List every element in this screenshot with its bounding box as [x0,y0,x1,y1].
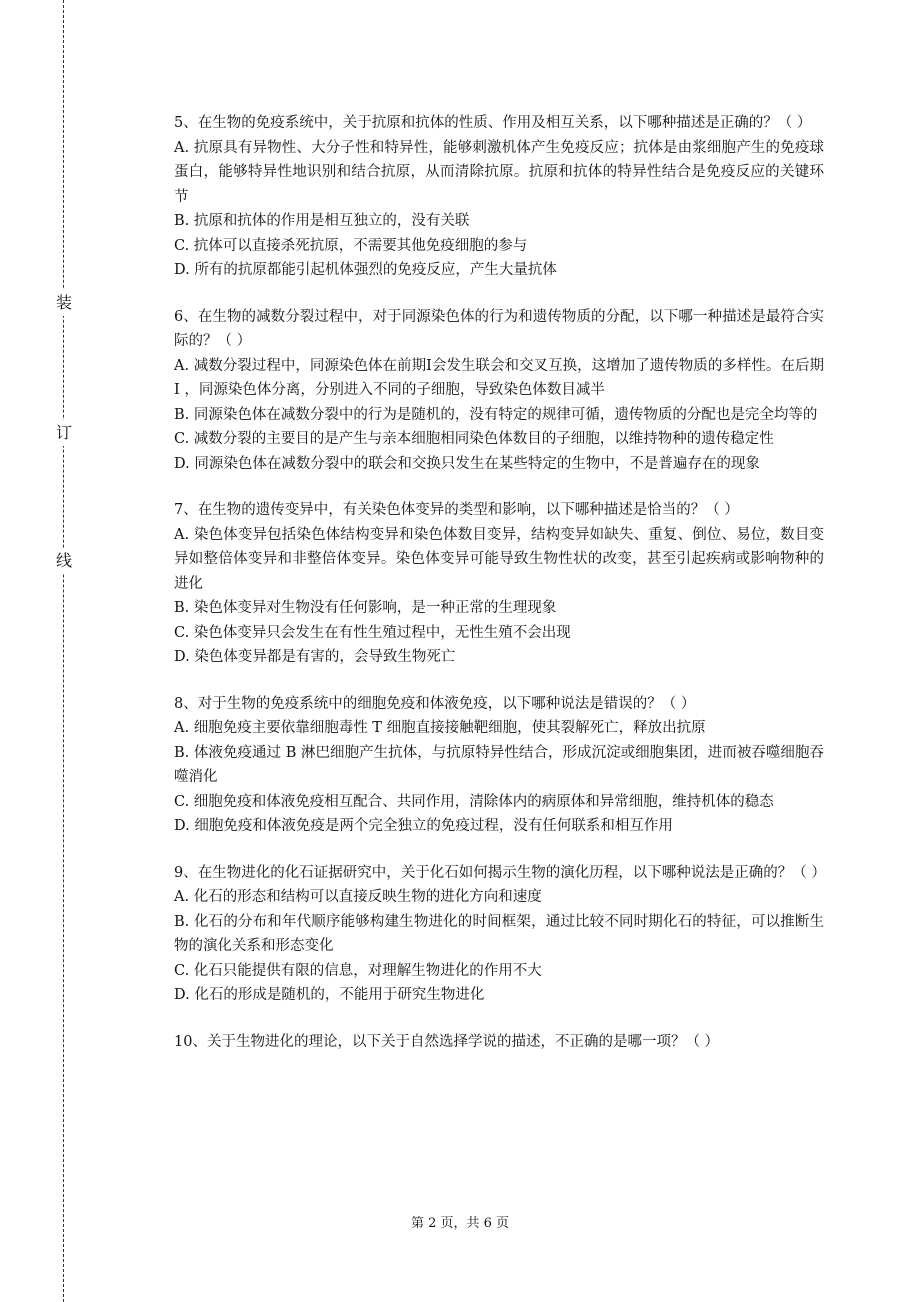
option-d: D. 所有的抗原都能引起机体强烈的免疫反应，产生大量抗体 [174,262,557,278]
option-d: D. 细胞免疫和体液免疫是两个完全独立的免疫过程，没有任何联系和相互作用 [174,818,673,834]
option-b: B. 抗原和抗体的作用是相互独立的，没有关联 [174,213,470,229]
question-list [174,111,824,1076]
option-a: A. 染色体变异包括染色体结构变异和染色体数目变异，结构变异如缺失、重复、倒位、易位，数目变异如整倍体变异和非整倍体变异。染色体变异可能导致生物性状的改变，甚至引起疾病或影响物种的进化 [174,526,824,592]
question-7 [174,498,824,670]
option-a: A. 减数分裂过程中，同源染色体在前期Ⅰ会发生联会和交叉互换，这增加了遗传物质的多样性。在后期 Ⅰ ，同源染色体分离，分别进入不同的子细胞，导致染色体数目减半 [174,357,824,398]
question-stem: 6、在生物的减数分裂过程中，对于同源染色体的行为和遗传物质的分配，以下哪一种描述是最符合实际的？（ ） [174,308,824,349]
page-footer: 第 2 页，共 6 页 [410,1216,510,1231]
binding-char-zhuang: 装 [55,290,73,316]
option-a: A. 抗原具有异物性、大分子性和特异性，能够刺激机体产生免疫反应；抗体是由浆细胞产生的免疫球蛋白，能够特异性地识别和结合抗原，从而清除抗原。抗原和抗体的特异性结合是免疫反应的关键环节 [174,139,824,205]
question-stem: 9、在生物进化的化石证据研究中，关于化石如何揭示生物的演化历程，以下哪种说法是正确的？（ ） [174,864,826,881]
option-a: A. 化石的形态和结构可以直接反映生物的进化方向和速度 [174,889,542,905]
question-5 [174,111,824,283]
question-8 [174,692,824,839]
question-6 [174,305,824,477]
question-stem: 10、关于生物进化的理论，以下关于自然选择学说的描述，不正确的是哪一项？（ ） [174,1033,720,1050]
option-c: C. 染色体变异只会发生在有性生殖过程中，无性生殖不会出现 [174,624,571,641]
question-stem: 7、在生物的遗传变异中，有关染色体变异的类型和影响，以下哪种描述是恰当的？（ ） [174,502,739,518]
question-9 [174,861,824,1008]
option-a: A. 细胞免疫主要依靠细胞毒性 T 细胞直接接触靶细胞，使其裂解死亡，释放出抗原 [174,720,706,736]
option-b: B. 化石的分布和年代顺序能够构建生物进化的时间框架，通过比较不同时期化石的特征，可以推断生物的演化关系和形态变化 [174,913,824,954]
option-c: C. 抗体可以直接杀死抗原，不需要其他免疫细胞的参与 [174,237,528,254]
option-b: B. 同源染色体在减数分裂中的行为是随机的，没有特定的规律可循，遗传物质的分配也是完全均等的 [174,406,818,423]
option-b: B. 染色体变异对生物没有任何影响，是一种正常的生理现象 [174,600,557,616]
option-c: C. 减数分裂的主要目的是产生与亲本细胞相同染色体数目的子细胞，以维持物种的遗传稳定性 [174,431,774,447]
option-d: D. 染色体变异都是有害的，会导致生物死亡 [174,649,456,665]
question-10 [174,1030,824,1055]
option-c: C. 细胞免疫和体液免疫相互配合、共同作用，清除体内的病原体和异常细胞，维持机体的稳态 [174,793,774,810]
option-d: D. 同源染色体在减数分裂中的联会和交换只发生在某些特定的生物中，不是普遍存在的现象 [174,455,760,472]
option-b: B. 体液免疫通过 B 淋巴细胞产生抗体，与抗原特异性结合，形成沉淀或细胞集团，进而被吞噬细胞吞噬消化 [174,744,824,785]
option-d: D. 化石的形成是随机的，不能用于研究生物进化 [174,987,485,1003]
question-stem: 5、在生物的免疫系统中，关于抗原和抗体的性质、作用及相互关系，以下哪种描述是正确的？（ ） [174,115,812,131]
binding-char-xian: 线 [55,548,73,574]
binding-dashed-line [63,0,64,1302]
binding-char-ding: 订 [55,420,73,446]
option-c: C. 化石只能提供有限的信息，对理解生物进化的作用不大 [174,962,542,979]
question-stem: 8、对于生物的免疫系统中的细胞免疫和体液免疫，以下哪种说法是错误的？（ ） [174,695,696,712]
